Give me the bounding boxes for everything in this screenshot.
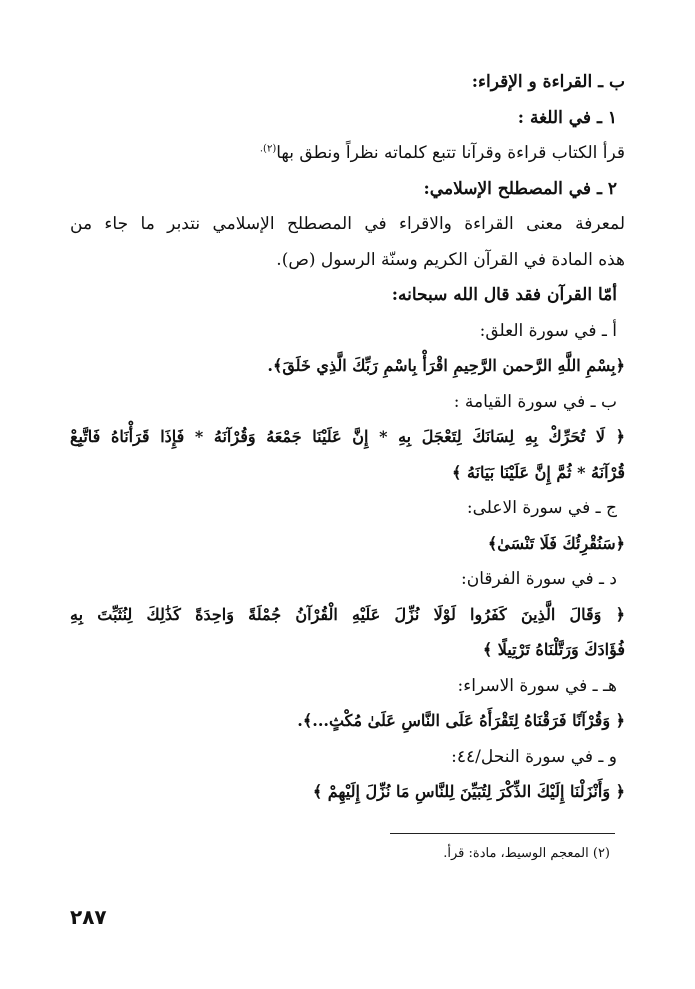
- surah-label-aala: ج ـ في سورة الاعلى:: [466, 498, 617, 518]
- verse-qiyamah-line-1: ﴿ لَا تُحَرِّكْ بِهِ لِسَانَكَ لِتَعْجَلَ بِهِ * إِنَّ عَلَيْنَا جَمْعَهُ وَقُرْآنَهُ * فَإِذَا قَرَأْنَاهُ فَاتَّبِعْ: [70, 427, 625, 446]
- paragraph-intro-line-1: لمعرفة معنى القراءة والاقراء في المصطلح الإسلامي نتدبر ما جاء من: [70, 214, 625, 234]
- verse-nahl: ﴿ وَأَنْزَلْنَا إِلَيْكَ الذِّكْرَ لِتُبَيِّنَ لِلنَّاسِ مَا نُزِّلَ إِلَيْهِمْ ﴾: [312, 782, 625, 801]
- surah-label-furqan: د ـ في سورة الفرقان:: [460, 569, 617, 589]
- surah-label-qiyamah: ب ـ في سورة القيامة :: [453, 391, 617, 412]
- footnote-divider: [390, 833, 615, 834]
- verse-furqan-line-1: ﴿ وَقَالَ الَّذِينَ كَفَرُوا لَوْلَا نُزِّلَ عَلَيْهِ الْقُرْآنُ جُمْلَةً وَاحِدَةً كَذَٰلِكَ لِنُثَبِّتَ بِهِ: [70, 604, 625, 624]
- subheading-language: ١ ـ في اللغة :: [517, 107, 617, 128]
- paragraph-intro-line-2: هذه المادة في القرآن الكريم وسنّة الرسول (ص).: [276, 249, 625, 270]
- quran-intro: أمّا القرآن فقد قال الله سبحانه:: [391, 285, 617, 305]
- footnote: (٢) المعجم الوسيط، مادة: قرأ.: [443, 846, 610, 861]
- section-heading: ب ـ القراءة و الإقراء:: [471, 72, 625, 92]
- paragraph-language-definition: [70, 141, 625, 165]
- surah-label-isra: هـ ـ في سورة الاسراء:: [457, 675, 617, 696]
- footnote-marker[interactable]: (٢).: [259, 143, 277, 155]
- surah-label-nahl: و ـ في سورة النحل/٤٤:: [451, 746, 617, 767]
- verse-qiyamah-line-2: قُرْآنَهُ * ثُمَّ إِنَّ عَلَيْنَا بَيَانَهُ ﴾: [452, 462, 625, 482]
- surah-label-alaq: أ ـ في سورة العلق:: [479, 320, 617, 341]
- verse-alaq: ﴿بِسْمِ اللَّهِ الرَّحمن الرَّحِيمِ اقْرَأْ بِاسْمِ رَبِّكَ الَّذِي خَلَقَ﴾.: [267, 356, 625, 375]
- verse-isra: ﴿ وَقُرْآنًا فَرَقْنَاهُ لِتَقْرَأَهُ عَلَى النَّاسِ عَلَىٰ مُكْثٍ...﴾.: [297, 711, 625, 730]
- page-number: ٢٨٧: [70, 905, 107, 929]
- verse-aala: ﴿سَنُقْرِئُكَ فَلَا تَنْسَىٰ﴾: [487, 533, 625, 553]
- page-body: [70, 70, 625, 816]
- verse-furqan-line-2: فُؤَادَكَ وَرَتَّلْنَاهُ تَرْتِيلًا ﴾: [482, 640, 625, 659]
- definition-text: قرأ الكتاب قراءة وقرآنا تتبع كلماته نظراً ونطق بها: [276, 143, 625, 163]
- subheading-islamic-term: ٢ ـ في المصطلح الإسلامي:: [423, 178, 617, 199]
